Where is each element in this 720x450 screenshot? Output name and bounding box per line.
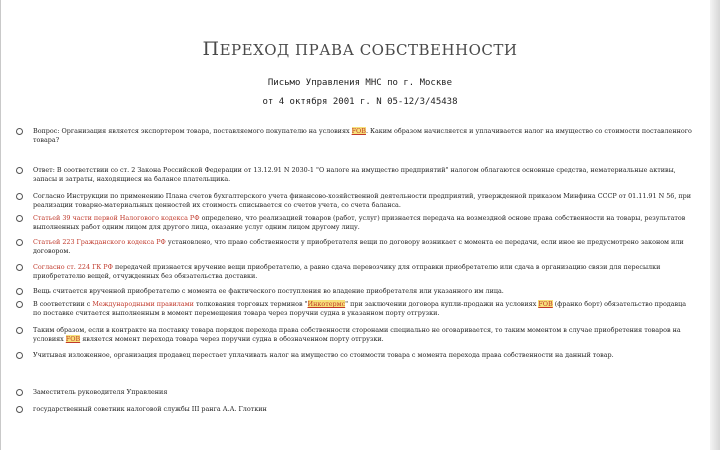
list-item-delivery: Вещь считается врученной приобретателю с момента ее фактического поступления во владение приобретателя или указанного им лица. xyxy=(16,287,696,296)
signature-position: Заместитель руководителя Управления xyxy=(16,388,167,396)
bullet-icon xyxy=(16,128,23,135)
incoterms-link[interactable]: Инкотермс xyxy=(307,300,346,308)
fob-link[interactable]: FOB xyxy=(351,127,366,135)
fob-link[interactable]: FOB xyxy=(65,335,81,344)
fob-link[interactable]: FOB xyxy=(538,300,553,308)
right-edge-shade xyxy=(710,0,720,450)
bullet-icon xyxy=(16,327,23,334)
list-item-answer: Ответ: В соответствии со ст. 2 Закона Российской Федерации от 13.12.91 N 2030-1 "О налоге на имущество предприятий" налогом облагаются основные средства, нематериальные активы, запасы и затраты, находящиеся на балансе плательщика. xyxy=(16,166,696,184)
list-item-tax-code: Статьей 39 части первой Налогового кодекса РФ определено, что реализацией товаров (работ, услуг) признается передача на возмездной основе права собственности на товары, результатов выполненных работ одним лицом для другого лица, оказание услуг одним лицом другому лицу. xyxy=(16,214,696,232)
letter-heading: Письмо Управления МНС по г. Москве xyxy=(267,78,453,88)
bullet-icon xyxy=(16,389,23,396)
signature-name: государственный советник налоговой службы III ранга А.А. Глоткин xyxy=(16,405,267,413)
civil-code-link[interactable]: Статьей 223 Гражданского кодекса РФ xyxy=(33,238,166,246)
bullet-icon xyxy=(16,239,23,246)
bullet-icon xyxy=(16,215,23,222)
bullet-icon xyxy=(16,406,23,413)
list-item-summary: Учитывая изложенное, организация продавец перестает уплачивать налог на имущество со стоимости товара с момента перехода права собственности на данный товар. xyxy=(16,351,696,360)
letter-date: от 4 октября 2001 г. N 05-12/3/45438 xyxy=(262,97,458,107)
bullet-icon xyxy=(16,264,23,271)
list-item-article-224: Согласно ст. 224 ГК РФ передачей признается вручение вещи приобретателю, а равно сдача перевозчику для отправки приобретателю или сдача в организацию связи для пересылки приобретателю вещей, отчужденных без обязательства доставки. xyxy=(16,263,696,281)
tax-code-link[interactable]: Статьей 39 части первой Налогового кодекса РФ xyxy=(33,214,200,222)
list-item-civil-code: Статьей 223 Гражданского кодекса РФ установлено, что право собственности у приобретателя вещи по договору возникает с момента ее передачи, если иное не предусмотрено законом или договором. xyxy=(16,238,696,256)
article-224-link[interactable]: Согласно ст. 224 ГК РФ xyxy=(33,263,113,271)
list-item-instruction: Согласно Инструкции по применению Плана счетов бухгалтерского учета финансово-хозяйственной деятельности предприятий, утвержденной приказом Минфина СССР от 01.11.91 N 56, при реализации товарно-материальных ценностей их стоимость списывается со счетов учета, со счета баланса. xyxy=(16,192,696,210)
bullet-icon xyxy=(16,352,23,359)
international-rules-link[interactable]: Международными правилами xyxy=(92,300,194,308)
list-item-conclusion: Таким образом, если в контракте на поставку товара порядок перехода права собственности сторонами специально не оговаривается, то таким моментом в случае приобретения товаров на условиях FOB является момент перехода товара через поручни судна в обозначенном порту отгрузки. xyxy=(16,326,696,344)
bullet-icon xyxy=(16,301,23,308)
page-title: ПЕРЕХОД ПРАВА СОБСТВЕННОСТИ xyxy=(202,38,518,60)
bullet-icon xyxy=(16,193,23,200)
list-item-incoterms: В соответствии с Международными правилами толкования торговых терминов "Инкотермс" при заключении договора купли-продажи на условиях FOB (франко борт) обязательство продавца по поставке считается выполненным в момент перемещения товара через поручни судна в указанном порту отгрузки. xyxy=(16,300,696,318)
list-item-question: Вопрос: Организация является экспортером товара, поставляемого покупателю на условиях FOB. Каким образом начисляется и уплачивается налог на имущество со стоимости поставленного товара? xyxy=(16,127,696,145)
bullet-icon xyxy=(16,288,23,295)
left-border xyxy=(0,0,1,450)
bullet-icon xyxy=(16,167,23,174)
